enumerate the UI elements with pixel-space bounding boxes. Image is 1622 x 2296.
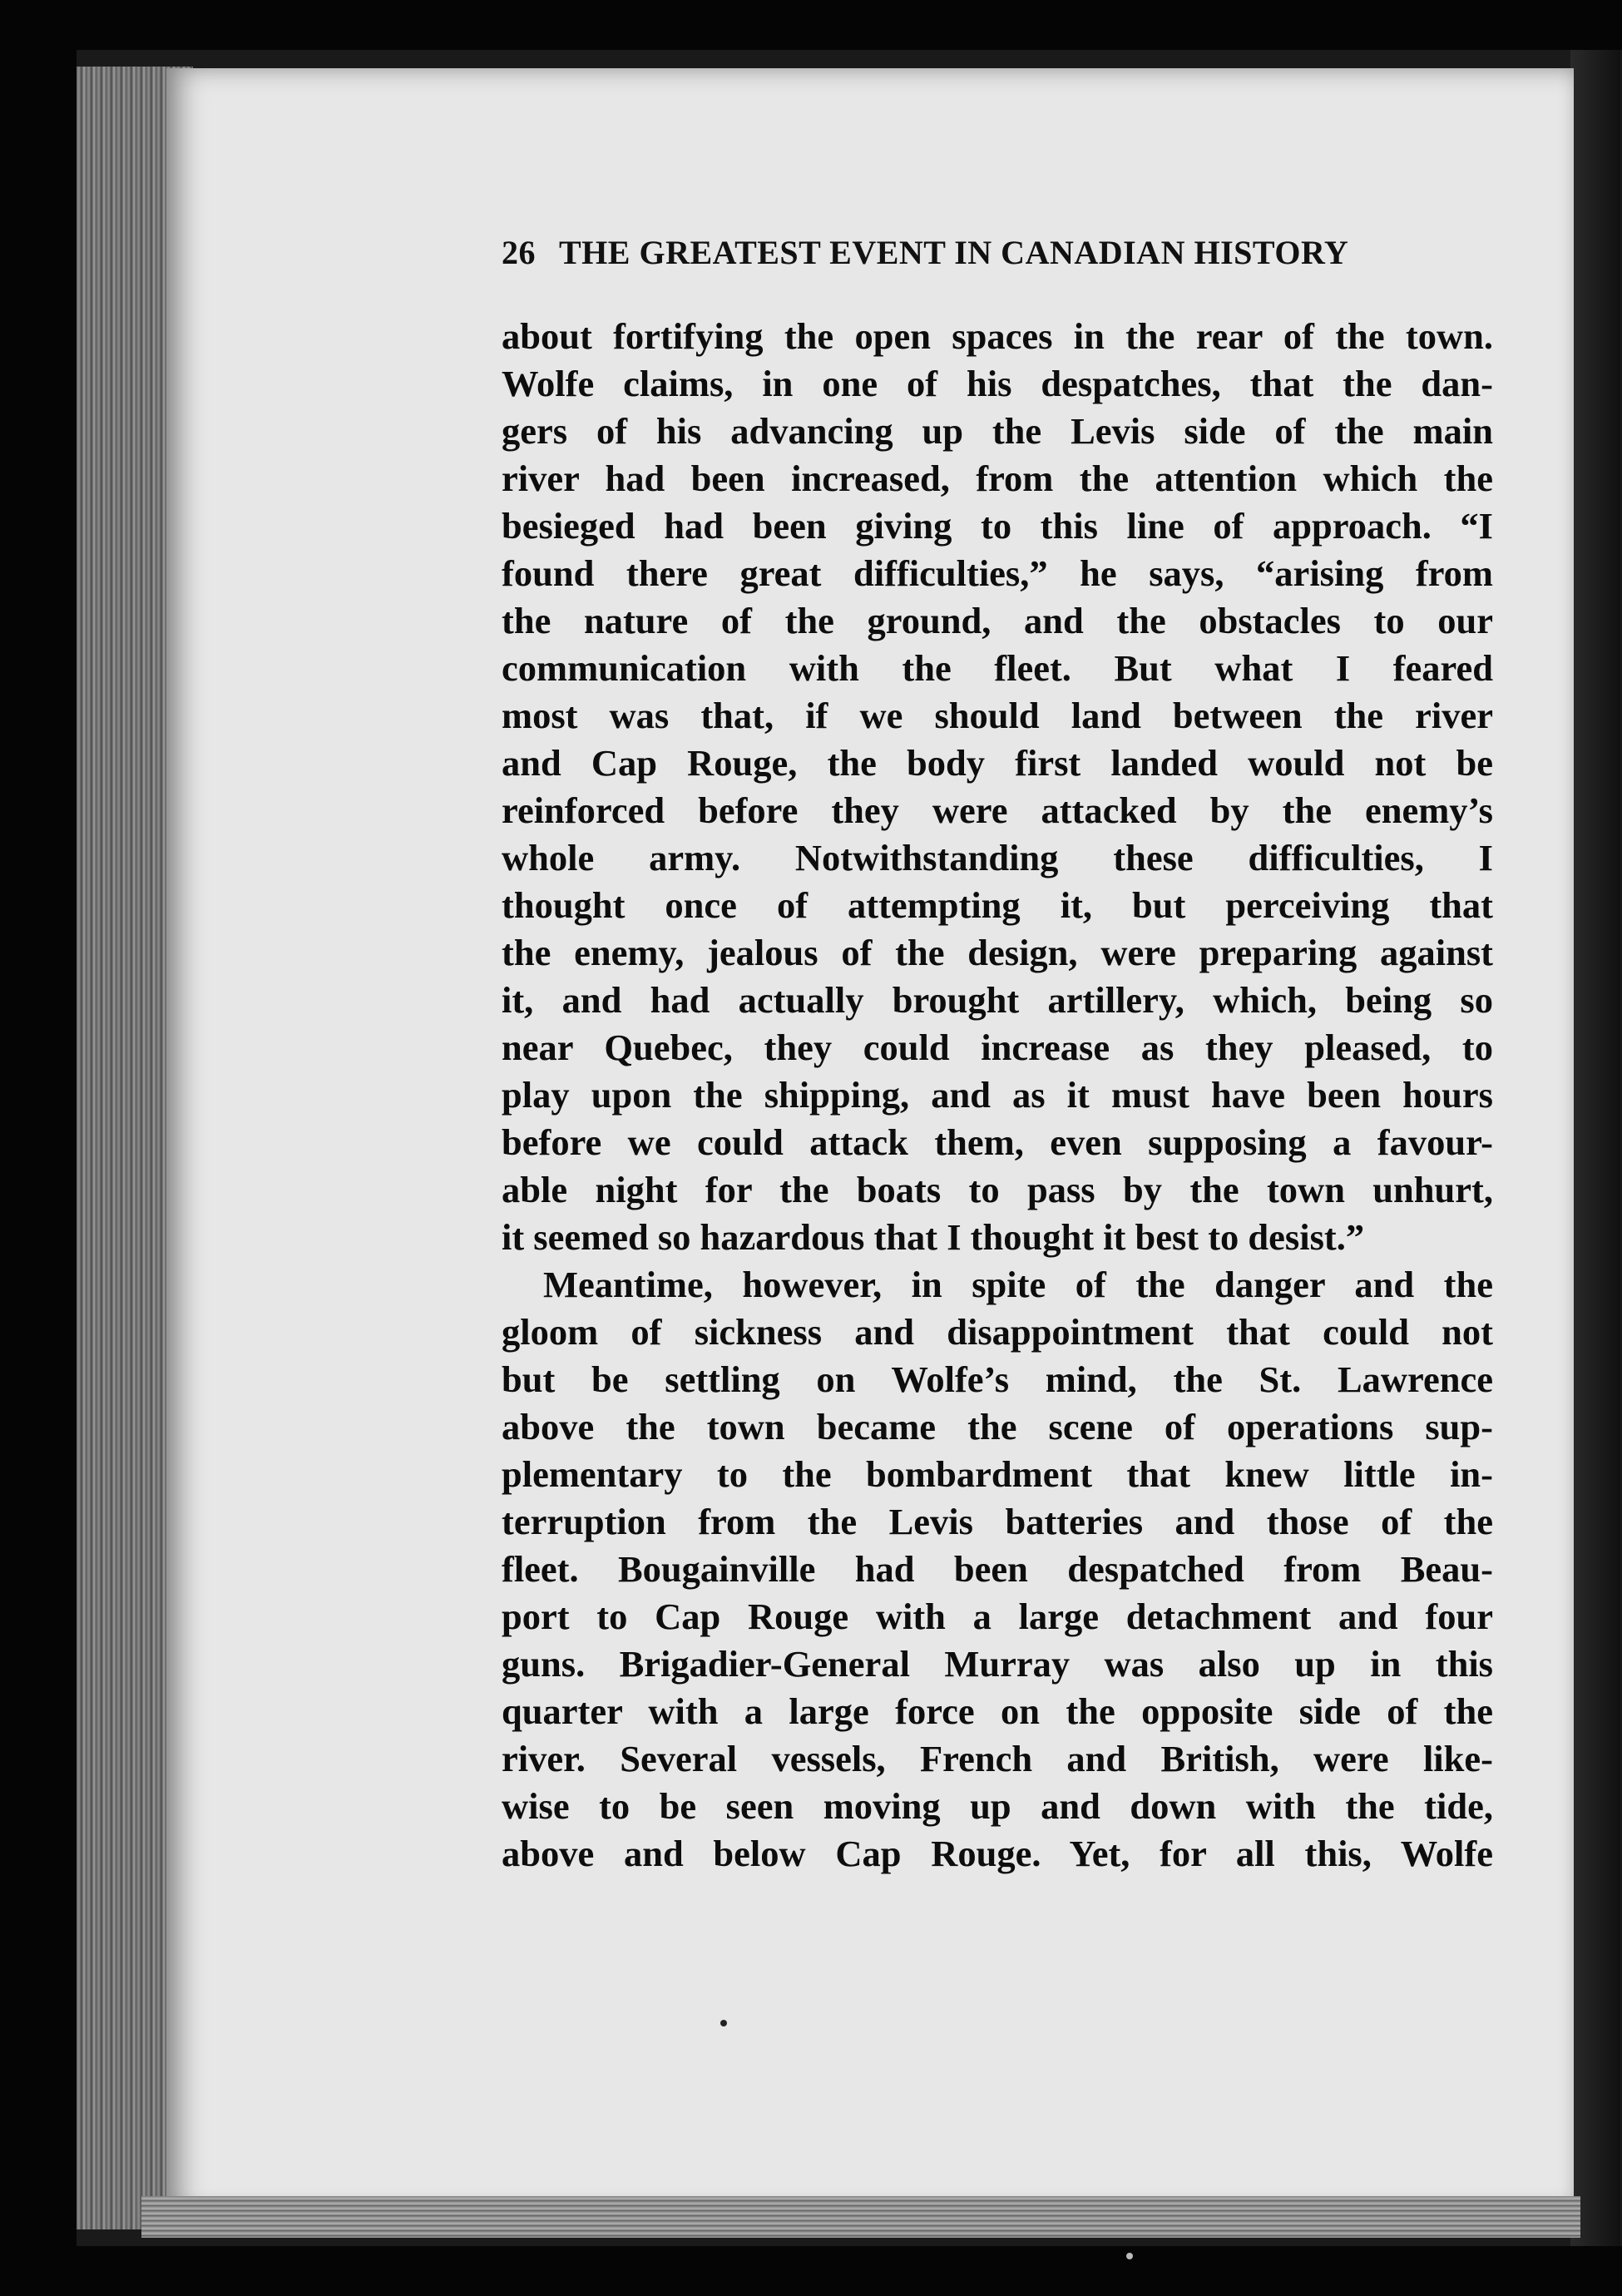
text-line: the nature of the ground, and the obstacles to our	[502, 600, 1493, 641]
text-line: whole army. Notwithstanding these difficulties, I	[502, 837, 1493, 878]
text-line: most was that, if we should land between the river	[502, 695, 1493, 736]
text-line: gers of his advancing up the Levis side of the main	[502, 410, 1493, 452]
text-line: river had been increased, from the attention which the	[502, 458, 1493, 499]
text-line: terruption from the Levis batteries and those of the	[502, 1501, 1493, 1542]
text-line: but be settling on Wolfe’s mind, the St. Lawrence	[502, 1358, 1493, 1400]
text-line: river. Several vessels, French and British, were like-	[502, 1738, 1493, 1779]
text-line: quarter with a large force on the opposite side of the	[502, 1690, 1493, 1732]
running-title: THE GREATEST EVENT IN CANADIAN HISTORY	[559, 234, 1349, 271]
text-line: thought once of attempting it, but perceiving that	[502, 884, 1493, 926]
text-line: it seemed so hazardous that I thought it best to desist.”	[502, 1216, 1365, 1258]
text-line: near Quebec, they could increase as they pleased, to	[502, 1027, 1493, 1068]
text-line: besieged had been giving to this line of approach. “I	[502, 505, 1493, 547]
running-header	[502, 233, 1500, 272]
text-line: communication with the fleet. But what I feared	[502, 647, 1493, 689]
text-line: found there great difficulties,” he says, “arising from	[502, 552, 1493, 594]
text-line: and Cap Rouge, the body first landed would not be	[502, 742, 1493, 784]
text-line: plementary to the bombardment that knew little in-	[502, 1453, 1493, 1495]
body-text	[502, 313, 1493, 1878]
text-line: about fortifying the open spaces in the rear of the town.	[502, 315, 1493, 357]
text-line: Wolfe claims, in one of his despatches, that the dan-	[502, 363, 1493, 404]
speck-mark	[1126, 2253, 1133, 2259]
text-line: above and below Cap Rouge. Yet, for all this, Wolfe	[502, 1833, 1493, 1874]
page-bottom-edge	[141, 2196, 1580, 2238]
text-line: port to Cap Rouge with a large detachment and four	[502, 1596, 1493, 1637]
text-line: reinforced before they were attacked by the enemy’s	[502, 789, 1493, 831]
text-line: the enemy, jealous of the design, were preparing against	[502, 932, 1493, 973]
text-line: gloom of sickness and disappointment that could not	[502, 1311, 1493, 1353]
text-line: above the town became the scene of operations sup-	[502, 1406, 1493, 1447]
right-cover-edge	[1570, 50, 1620, 2246]
text-line: it, and had actually brought artillery, which, being so	[502, 979, 1493, 1021]
text-line: guns. Brigadier-General Murray was also up in this	[502, 1643, 1493, 1685]
text-line: Meantime, however, in spite of the danger and the	[543, 1264, 1493, 1305]
text-line: fleet. Bougainville had been despatched from Beau-	[502, 1548, 1493, 1590]
text-line: wise to be seen moving up and down with the tide,	[502, 1785, 1493, 1827]
text-line: able night for the boats to pass by the town unhurt,	[502, 1169, 1493, 1210]
page-number: 26	[502, 234, 536, 271]
speck-mark	[720, 2020, 727, 2026]
text-line: before we could attack them, even supposing a favour-	[502, 1121, 1493, 1163]
text-line: play upon the shipping, and as it must have been hours	[502, 1074, 1493, 1116]
